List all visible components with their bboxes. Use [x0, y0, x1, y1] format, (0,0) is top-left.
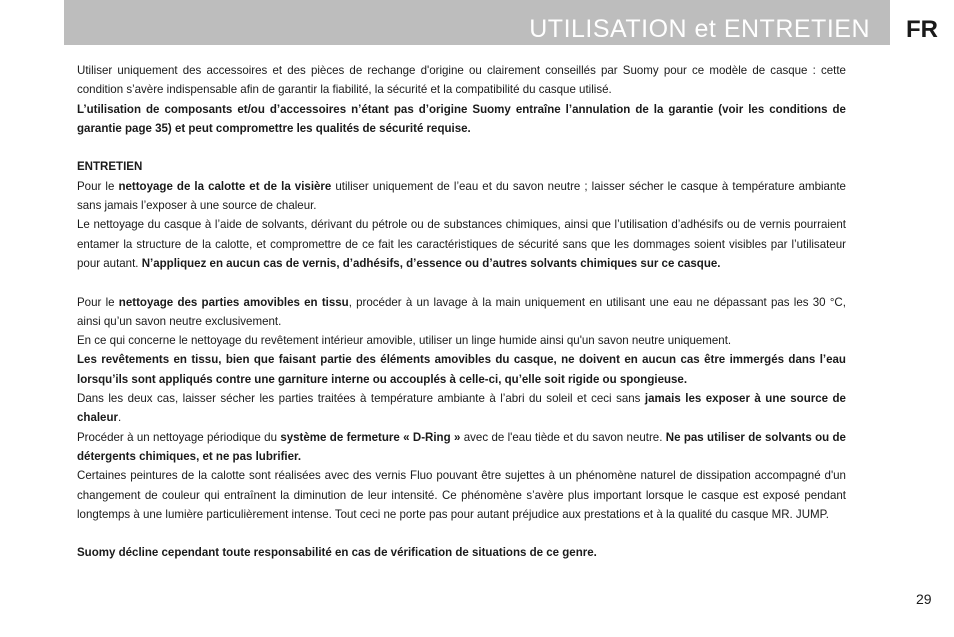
paragraph-d-ring: [77, 428, 846, 467]
paragraph-immersion-warning: Les revêtements en tissu, bien que faisant partie des éléments amovibles du casque, ne doivent en aucun cas être immergés dans l’eau lorsqu’ils sont appliqués contre une garniture interne ou accouplés à celle-ci, qu’elle soit rigide ou spongieuse.: [77, 352, 846, 386]
text-segment: avec de l'eau tiède et du savon neutre.: [460, 429, 666, 444]
text-segment: utiliser uniquement de l’eau et du savon neutre ; laisser sécher le casque à température ambiante sans jamais l’exposer à une source de chaleur.: [77, 178, 846, 213]
page-title: UTILISATION et ENTRETIEN: [529, 15, 870, 43]
manual-content: [77, 61, 846, 563]
text-segment-bold: N’appliquez en aucun cas de vernis, d’adhésifs, d’essence ou d’autres solvants chimiques sur ce casque.: [141, 255, 721, 270]
paragraph-drying: [77, 389, 846, 428]
text-segment: Procéder à un nettoyage périodique du: [77, 429, 281, 444]
language-code: FR: [906, 16, 938, 43]
text-segment: Le nettoyage du casque à l’aide de solvants, dérivant du pétrole ou de substances chimiques, ainsi que l’utilisation d’adhésifs ou de vernis pourraient entamer la structure de la calotte, et compromettre de ce fait les caractéristiques de sécurité sans que les dommages soient visibles par l’utilisateur pour autant.: [77, 217, 846, 270]
text-segment-bold: jamais les exposer à une source de chaleur: [77, 391, 846, 425]
paragraph-fluo-paint: Certaines peintures de la calotte sont réalisées avec des vernis Fluo pouvant être sujettes à un phénomène naturel de dissipation accompagné d'un changement de couleur qui entraînent la diminution de leur intensité. Ce phénomène s’avère plus important lorsque le casque est exposé pendant longtemps à une lumière particulièrement intense. Tout ceci ne porte pas pour autant préjudice aux prestations et à la qualité du casque MR. JUMP.: [77, 468, 846, 521]
text-segment: , procéder à un lavage à la main uniquement en utilisant une eau ne dépassant pas les 30 °C, ainsi qu’un savon neutre exclusivement.: [77, 294, 846, 328]
text-segment-bold: nettoyage de la calotte et de la visière: [118, 178, 332, 193]
paragraph-disclaimer: Suomy décline cependant toute responsabilité en cas de vérification de situations de ce genre.: [77, 545, 597, 560]
paragraph-fabric-cleaning: [77, 293, 846, 332]
text-segment: Pour le: [77, 294, 119, 309]
text-segment: Dans les deux cas, laisser sécher les parties traitées à température ambiante à l’abri du soleil et ceci sans: [77, 391, 645, 406]
paragraph-shell-cleaning: [77, 177, 846, 216]
text-segment-bold: nettoyage des parties amovibles en tissu: [118, 294, 349, 309]
paragraph-accessories: Utiliser uniquement des accessoires et des pièces de rechange d'origine ou clairement conseillés par Suomy pour ce modèle de casque : cette condition s’avère indispensable afin de garantir la fiabilité, la sécurité et la compatibilité du casque utilisé.: [77, 63, 846, 97]
text-segment: Pour le: [77, 178, 119, 193]
paragraph-warranty-warning: L’utilisation de composants et/ou d’accessoires n’étant pas d’origine Suomy entraîne l’annulation de la garantie (voir les conditions de garantie page 35) et peut compromettre les qualités de sécurité requise.: [77, 101, 846, 135]
text-segment-bold: Ne pas utiliser de solvants ou de détergents chimiques, et ne pas lubrifier.: [77, 429, 846, 463]
text-segment-bold: système de fermeture « D-Ring »: [280, 429, 461, 444]
paragraph-inner-lining: En ce qui concerne le nettoyage du revêtement intérieur amovible, utiliser un linge humide ainsi qu'un savon neutre uniquement.: [77, 333, 732, 348]
page-number: 29: [916, 591, 932, 607]
section-heading-entretien: ENTRETIEN: [77, 159, 143, 174]
text-segment: .: [117, 410, 122, 425]
header-bar: [64, 0, 890, 45]
paragraph-solvents-warning: [77, 215, 846, 273]
